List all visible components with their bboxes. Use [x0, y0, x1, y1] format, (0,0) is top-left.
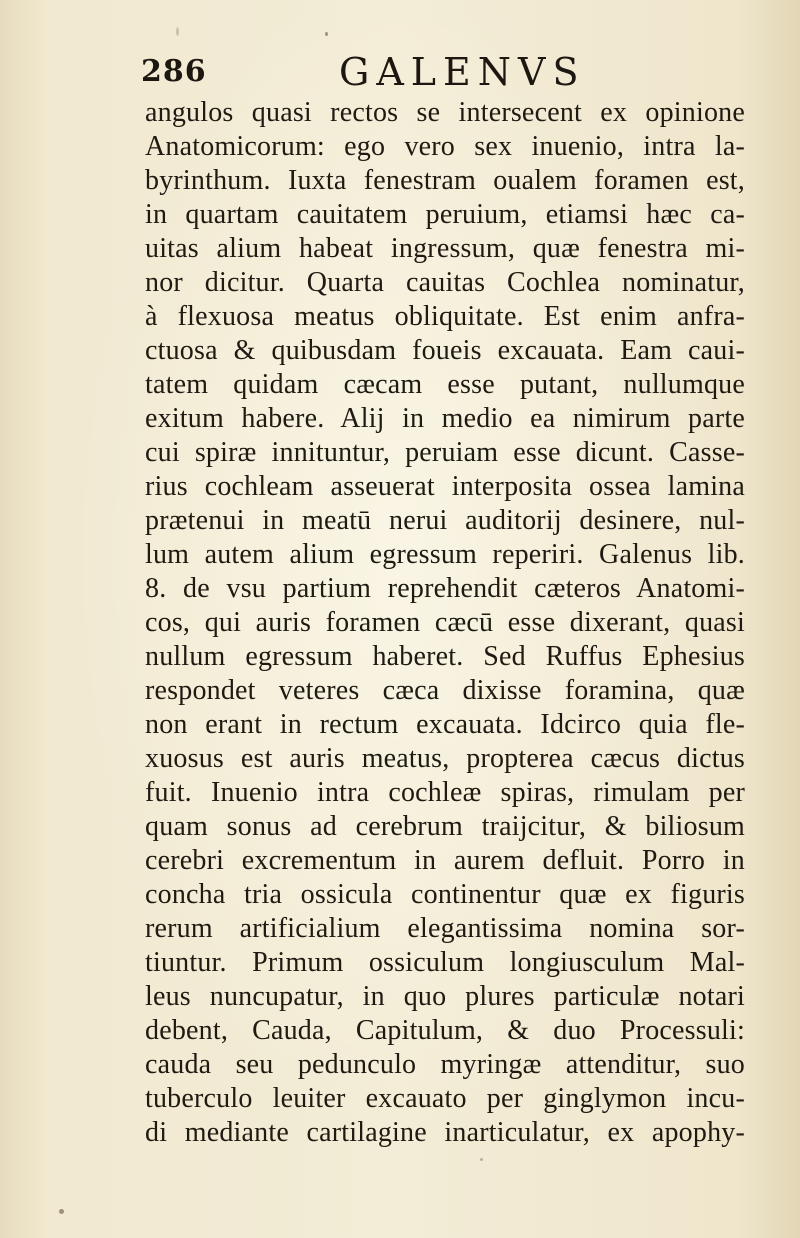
ink-speck — [480, 1158, 483, 1161]
text-line: di mediante cartilagine inarticulatur, ex apophy- — [145, 1117, 745, 1148]
ink-speck — [325, 32, 328, 36]
body-text — [145, 96, 745, 1150]
text-line: tiuntur. Primum ossiculum longiusculum Mal- — [145, 947, 745, 978]
text-line: Anatomicorum: ego vero sex inuenio, intra la- — [145, 131, 745, 162]
text-line: angulos quasi rectos se intersecent ex opinione — [145, 97, 745, 128]
text-line: cui spiræ innituntur, peruiam esse dicunt. Casse- — [145, 437, 745, 468]
text-line: concha tria ossicula continentur quæ ex figuris — [145, 879, 745, 910]
text-line: nor dicitur. Quarta cauitas Cochlea nominatur, — [145, 267, 745, 298]
text-line: exitum habere. Alij in medio ea nimirum parte — [145, 403, 745, 434]
text-line: uitas alium habeat ingressum, quæ fenestra mi- — [145, 233, 745, 264]
text-line: respondet veteres cæca dixisse foramina, quæ — [145, 675, 745, 706]
text-line: cerebri excrementum in aurem defluit. Porro in — [145, 845, 745, 876]
text-line: xuosus est auris meatus, propterea cæcus dictus — [145, 743, 745, 774]
text-line: debent, Cauda, Capitulum, & duo Processuli: — [145, 1015, 745, 1046]
text-line: cos, qui auris foramen cæcū esse dixerant, quasi — [145, 607, 745, 638]
text-line: leus nuncupatur, in quo plures particulæ notari — [145, 981, 745, 1012]
text-line: byrinthum. Iuxta fenestram oualem foramen est, — [145, 165, 745, 196]
text-line: ctuosa & quibusdam foueis excauata. Eam caui- — [145, 335, 745, 366]
text-line: tatem quidam cæcam esse putant, nullumque — [145, 369, 745, 400]
text-line: rerum artificialium elegantissima nomina sor- — [145, 913, 745, 944]
text-line: in quartam cauitatem peruium, etiamsi hæc ca- — [145, 199, 745, 230]
text-line: prætenui in meatū nerui auditorij desinere, nul- — [145, 505, 745, 536]
page-number: 286 — [141, 54, 207, 89]
ink-speck — [176, 27, 179, 36]
running-head: GALENVS — [339, 50, 586, 94]
text-line: cauda seu pedunculo myringæ attenditur, suo — [145, 1049, 745, 1080]
text-line: rius cochleam asseuerat interposita ossea lamina — [145, 471, 745, 502]
text-line: à flexuosa meatus obliquitate. Est enim anfra- — [145, 301, 745, 332]
ink-speck — [59, 1209, 64, 1214]
text-line: tuberculo leuiter excauato per ginglymon incu- — [145, 1083, 745, 1114]
text-line: fuit. Inuenio intra cochleæ spiras, rimulam per — [145, 777, 745, 808]
page-header — [141, 50, 741, 94]
text-line: non erant in rectum excauata. Idcirco quia fle- — [145, 709, 745, 740]
text-line: lum autem alium egressum reperiri. Galenus lib. — [145, 539, 745, 570]
text-line: 8. de vsu partium reprehendit cæteros Anatomi- — [145, 573, 745, 604]
text-line: nullum egressum haberet. Sed Ruffus Ephesius — [145, 641, 745, 672]
text-line: quam sonus ad cerebrum traijcitur, & biliosum — [145, 811, 745, 842]
